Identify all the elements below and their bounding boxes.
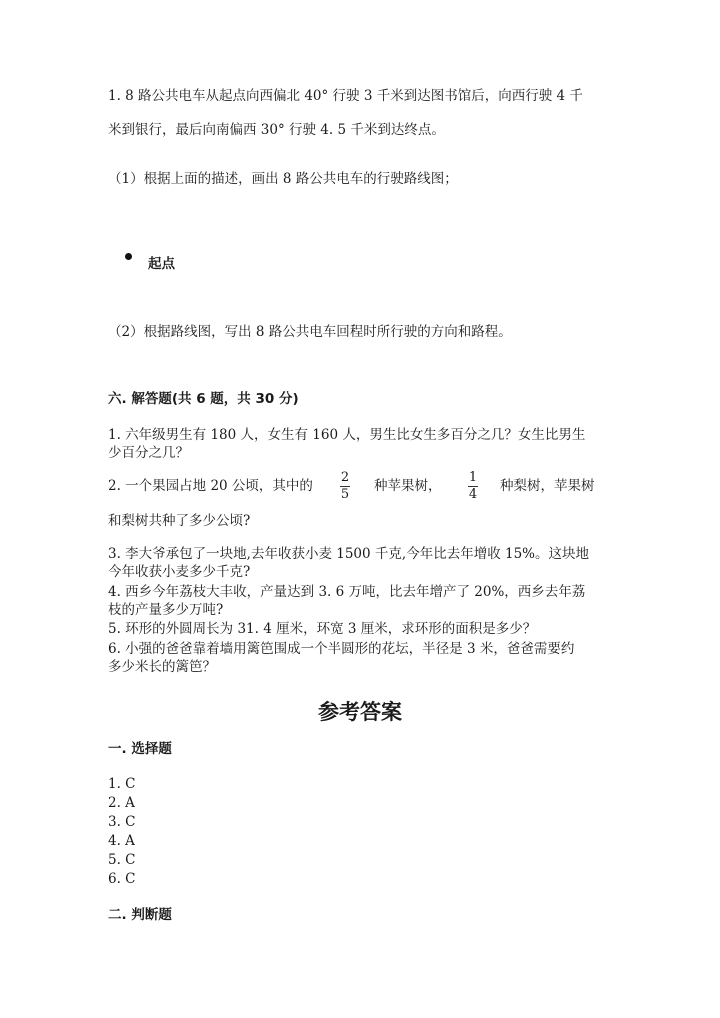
answer-item: 4. A xyxy=(108,833,135,849)
fraction-denominator: 4 xyxy=(468,487,478,502)
fraction-numerator: 1 xyxy=(468,470,478,485)
fraction-two-fifths xyxy=(340,471,350,502)
part6-q6-line2: 多少米长的篱笆？ xyxy=(108,659,216,675)
part5-question-line2: 米到银行，最后向南偏西 30° 行驶 4. 5 千米到达终点。 xyxy=(108,122,445,138)
answer-item: 6. C xyxy=(108,871,136,887)
start-point-dot xyxy=(125,253,132,260)
part6-q1-line2: 少百分之几？ xyxy=(108,445,189,461)
start-point-label: 起点 xyxy=(148,256,175,272)
fraction-denominator: 5 xyxy=(340,487,350,502)
part6-q2-part1: 2. 一个果园占地 20 公顷，其中的 xyxy=(108,478,313,494)
part5-sub2: （2）根据路线图，写出 8 路公共电车回程时所行驶的方向和路程。 xyxy=(108,324,512,340)
part6-q3-line1: 3. 李大爷承包了一块地,去年收获小麦 1500 千克,今年比去年增收 15%。这块地 xyxy=(108,546,589,562)
part6-q3-line2: 今年收获小麦多少千克? xyxy=(108,564,251,580)
part6-q2-part3: 种梨树，苹果树 xyxy=(500,478,595,494)
answers-section2-heading: 二. 判断题 xyxy=(108,907,172,923)
answer-item: 1. C xyxy=(108,776,136,792)
part6-q5: 5. 环形的外圆周长为 31. 4 厘米，环宽 3 厘米，求环形的面积是多少？ xyxy=(108,621,537,637)
fraction-one-quarter xyxy=(468,471,478,502)
part5-sub1: （1）根据上面的描述，画出 8 路公共电车的行驶路线图； xyxy=(108,171,458,187)
answer-item: 5. C xyxy=(108,852,136,868)
answers-section1-heading: 一. 选择题 xyxy=(108,741,172,757)
section-heading-part6: 六. 解答题(共 6 题，共 30 分) xyxy=(108,391,299,407)
part6-q2-line2: 和梨树共种了多少公顷? xyxy=(108,513,251,529)
answer-item: 2. A xyxy=(108,795,135,811)
part5-question-line1: 1. 8 路公共电车从起点向西偏北 40° 行驶 3 千米到达图书馆后，向西行驶 4 千 xyxy=(108,88,583,104)
part6-q2-part2: 种苹果树， xyxy=(374,478,442,494)
answer-item: 3. C xyxy=(108,814,136,830)
part6-q1-line1: 1. 六年级男生有 180 人，女生有 160 人，男生比女生多百分之几？女生比男生 xyxy=(108,427,586,443)
answers-title: 参考答案 xyxy=(318,700,402,724)
part6-q4-line1: 4. 西乡今年荔枝大丰收，产量达到 3. 6 万吨，比去年增产了 20%，西乡去年荔 xyxy=(108,584,586,600)
part6-q6-line1: 6. 小强的爸爸靠着墙用篱笆围成一个半圆形的花坛，半径是 3 米，爸爸需要约 xyxy=(108,641,575,657)
fraction-numerator: 2 xyxy=(340,470,350,485)
part6-q4-line2: 枝的产量多少万吨? xyxy=(108,602,224,618)
